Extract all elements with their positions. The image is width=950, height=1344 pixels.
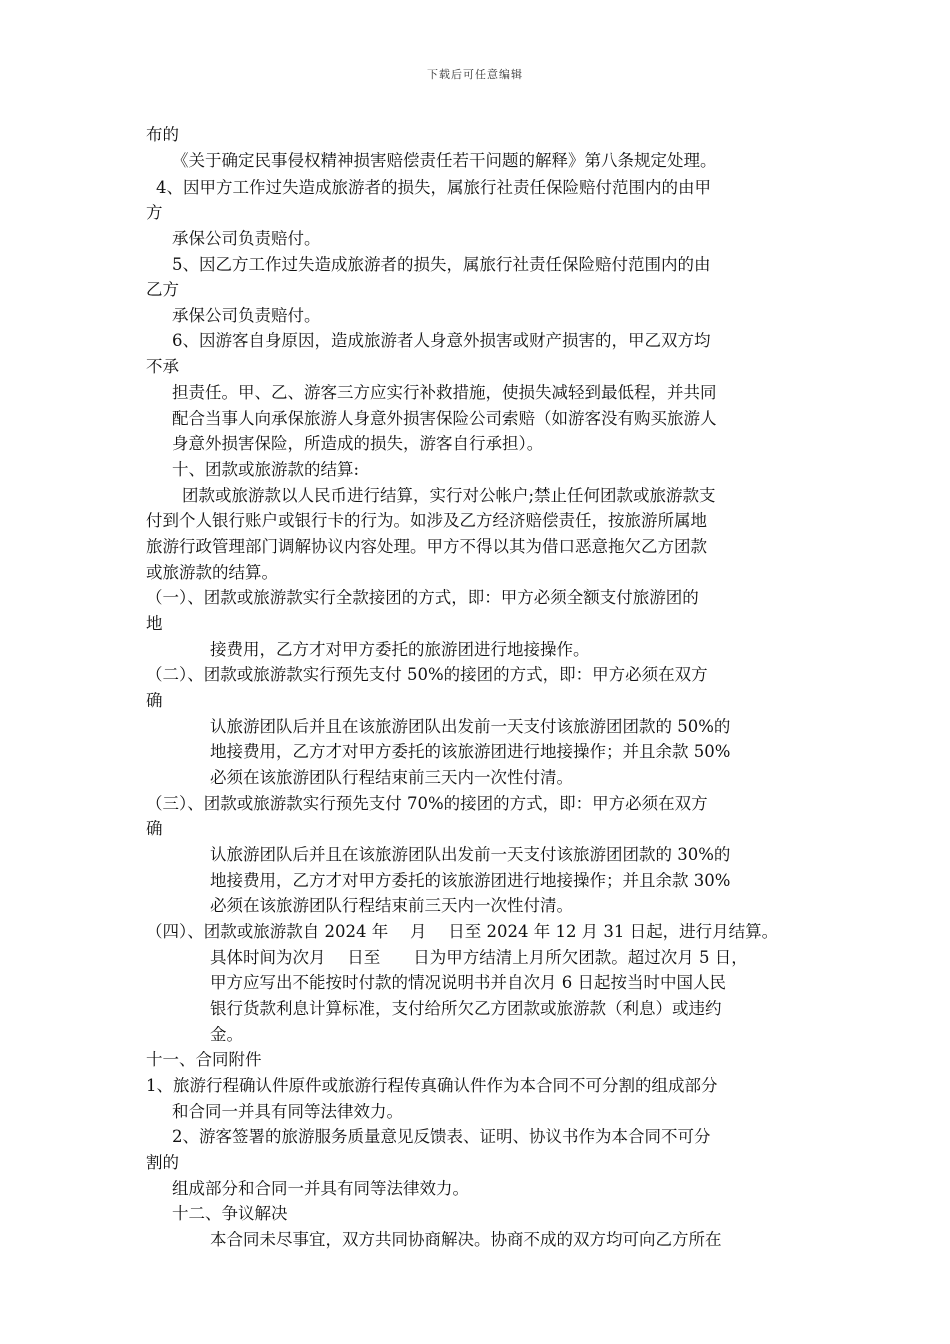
text-line: 布的 <box>146 125 179 144</box>
text-line: 方 <box>146 203 163 222</box>
text-line: 6、因游客自身原因，造成旅游者人身意外损害或财产损害的，甲乙双方均 <box>172 331 711 350</box>
page-header: 下载后可任意编辑 <box>427 68 523 81</box>
text-line: 地接费用，乙方才对甲方委托的该旅游团进行地接操作；并且余款 50% <box>210 742 731 761</box>
text-line: 确 <box>146 819 163 838</box>
text-line: （四）、团款或旅游款自 2024 年 月 日至 2024 年 12 月 31 日起，进行月结算。 <box>146 922 779 941</box>
text-line: 承保公司负责赔付。 <box>172 306 321 325</box>
text-line: 接费用，乙方才对甲方委托的旅游团进行地接操作。 <box>210 640 590 659</box>
text-line: 团款或旅游款以人民币进行结算，实行对公帐户;禁止任何团款或旅游款支 <box>182 486 716 505</box>
text-line: 旅游行政管理部门调解协议内容处理。甲方不得以其为借口恶意拖欠乙方团款 <box>146 537 707 556</box>
section-heading: 十一、合同附件 <box>146 1050 262 1069</box>
text-line: 或旅游款的结算。 <box>146 563 278 582</box>
text-line: 割的 <box>146 1153 179 1172</box>
text-line: 甲方应写出不能按时付款的情况说明书并自次月 6 日起按当时中国人民 <box>210 973 726 992</box>
text-line: 担责任。甲、乙、游客三方应实行补救措施，使损失减轻到最低程，并共同 <box>172 383 717 402</box>
text-line: 组成部分和合同一并具有同等法律效力。 <box>172 1179 469 1198</box>
text-line: 和合同一并具有同等法律效力。 <box>172 1102 403 1121</box>
text-line: 具体时间为次月 日至 日为甲方结清上月所欠团款。超过次月 5 日， <box>210 948 748 967</box>
text-line: 《关于确定民事侵权精神损害赔偿责任若干问题的解释》第八条规定处理。 <box>172 151 717 170</box>
text-line: （二）、团款或旅游款实行预先支付 50%的接团的方式，即：甲方必须在双方 <box>146 665 708 684</box>
text-line: 认旅游团队后并且在该旅游团队出发前一天支付该旅游团团款的 50%的 <box>210 717 731 736</box>
text-line: 付到个人银行账户或银行卡的行为。如涉及乙方经济赔偿责任，按旅游所属地 <box>146 511 707 530</box>
text-line: 地 <box>146 614 163 633</box>
text-line: 承保公司负责赔付。 <box>172 229 321 248</box>
text-line: 银行货款利息计算标准，支付给所欠乙方团款或旅游款（利息）或违约 <box>210 999 722 1018</box>
text-line: 配合当事人向承保旅游人身意外损害保险公司索赔（如游客没有购买旅游人 <box>172 409 717 428</box>
text-line: 确 <box>146 691 163 710</box>
text-line: （三）、团款或旅游款实行预先支付 70%的接团的方式，即：甲方必须在双方 <box>146 794 708 813</box>
section-heading: 十、团款或旅游款的结算: <box>172 460 360 479</box>
text-line: 必须在该旅游团队行程结束前三天内一次性付清。 <box>210 896 573 915</box>
text-line: 1、旅游行程确认件原件或旅游行程传真确认件作为本合同不可分割的组成部分 <box>146 1076 718 1095</box>
text-line: （一）、团款或旅游款实行全款接团的方式，即：甲方必须全额支付旅游团的 <box>146 588 699 607</box>
text-line: 本合同未尽事宜，双方共同协商解决。协商不成的双方均可向乙方所在 <box>210 1230 722 1249</box>
section-heading: 十二、争议解决 <box>172 1204 288 1223</box>
text-line: 乙方 <box>146 280 179 299</box>
text-line: 金。 <box>210 1025 243 1044</box>
text-line: 5、因乙方工作过失造成旅游者的损失，属旅行社责任保险赔付范围内的由 <box>172 255 711 274</box>
text-line: 地接费用，乙方才对甲方委托的该旅游团进行地接操作；并且余款 30% <box>210 871 731 890</box>
text-line: 2、游客签署的旅游服务质量意见反馈表、证明、协议书作为本合同不可分 <box>172 1127 711 1146</box>
text-line: 不承 <box>146 357 179 376</box>
text-line: 必须在该旅游团队行程结束前三天内一次性付清。 <box>210 768 573 787</box>
text-line: 4、因甲方工作过失造成旅游者的损失，属旅行社责任保险赔付范围内的由甲 <box>156 178 711 197</box>
text-line: 认旅游团队后并且在该旅游团队出发前一天支付该旅游团团款的 30%的 <box>210 845 731 864</box>
text-line: 身意外损害保险，所造成的损失，游客自行承担）。 <box>172 434 544 453</box>
